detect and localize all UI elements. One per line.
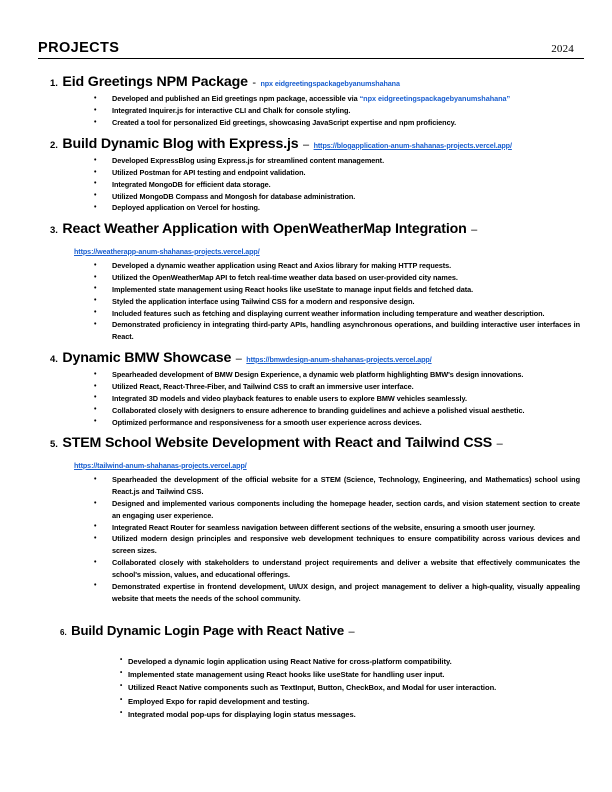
bullet-item: • Integrated Inquirer.js for interactive CLI and Chalk for console styling. [94,105,584,117]
project-title: Eid Greetings NPM Package [62,74,248,90]
project-entry [38,73,584,129]
bullet-item: • Collaborated closely with stakeholders to understand project requirements and deliver a website that effectively communicates the school's mission, values, and educational offerings. [94,557,584,581]
bullet-item: • Developed a dynamic login application using React Native for cross-platform compatibility. [120,655,584,668]
project-entry [38,622,584,721]
bullet-item: • Spearheaded development of BMW Design Experience, a dynamic web platform highlighting BMW's design innovations. [94,369,584,381]
project-bullet-list [38,369,584,428]
bullet-item: • Optimized performance and responsiveness for a smooth user experience across devices. [94,417,584,429]
bullet-item: • Demonstrated expertise in frontend development, UI/UX design, and project management to deliver a high-quality, visually appealing website that meets the needs of the school community. [94,581,584,605]
project-number: 6. [60,628,67,638]
bullet-item: • Spearheaded the development of the official website for a STEM (Science, Technology, Engineering, and Mathematics) school using React.js and Tailwind CSS. [94,474,584,498]
project-heading [38,220,584,238]
project-number: 2. [50,139,58,151]
bullet-item: • Utilized React, React-Three-Fiber, and Tailwind CSS to craft an immersive user interface. [94,381,584,393]
project-title-dash: – [235,352,242,365]
bullet-item: • Integrated 3D models and video playback features to enable users to explore BMW vehicles seamlessly. [94,393,584,405]
bullet-item: • Implemented state management using React hooks like useState for handling user input. [120,668,584,681]
project-link[interactable]: https://weatherapp-anum-shahanas-projects.vercel.app/ [74,246,260,256]
bullet-item: • Included features such as fetching and displaying current weather information including temperature and weather description. [94,308,584,320]
project-entry [38,349,584,428]
bullet-item: • Styled the application interface using Tailwind CSS for a modern and responsive design. [94,296,584,308]
bullet-item: • Integrated MongoDB for efficient data storage. [94,179,584,191]
projects-list [38,73,584,721]
project-number: 4. [50,353,58,365]
bullet-item: • Utilized MongoDB Compass and Mongosh for database administration. [94,191,584,203]
project-bullet-list [38,655,584,721]
project-link[interactable]: npx eidgreetingspackagebyanumshahana [260,79,400,88]
bullet-item: • Developed a dynamic weather application using React and Axios library for making HTTP requests. [94,260,584,272]
project-heading [38,135,584,153]
project-title-dash: – [303,138,310,151]
bullet-item: • Demonstrated proficiency in integrating third-party APIs, handling asynchronous operations, and building interactive user interfaces in React. [94,319,584,343]
project-heading [38,434,584,452]
bullet-item: • Developed ExpressBlog using Express.js for streamlined content management. [94,155,584,167]
project-link[interactable]: https://blogapplication-anum-shahanas-projects.vercel.app/ [313,140,512,150]
project-heading [38,349,584,367]
project-link-line [38,455,584,473]
header-year: 2024 [551,43,574,55]
project-bullet-list [38,155,584,214]
bullet-item: • Designed and implemented various components including the homepage header, section cards, and vision statement section to create an engaging user experience. [94,498,584,522]
bullet-item: • Utilized the OpenWeatherMap API to fetch real-time weather data based on user-provided city names. [94,272,584,284]
project-link-line [38,241,584,259]
project-bullet-list [38,93,584,128]
bullet-item: • Employed Expo for rapid development and testing. [120,695,584,708]
bullet-item: • Collaborated closely with designers to ensure adherence to branding guidelines and achieve a polished visual aesthetic. [94,405,584,417]
bullet-item: • Developed and published an Eid greetings npm package, accessible via “npx eidgreetingspackagebyanumshahana” [94,93,584,105]
project-number: 3. [50,225,58,237]
project-title: React Weather Application with OpenWeatherMap Integration [62,221,467,238]
bullet-item: • Deployed application on Vercel for hosting. [94,202,584,214]
project-heading [38,622,584,640]
bullet-item: • Utilized Postman for API testing and endpoint validation. [94,167,584,179]
project-number: 1. [50,78,58,89]
bullet-item: • Utilized modern design principles and responsive web development techniques to ensure compatibility across various devices and screen sizes. [94,533,584,557]
project-entry [38,434,584,604]
project-title: Dynamic BMW Showcase [62,349,232,366]
bullet-item: • Created a tool for personalized Eid greetings, showcasing JavaScript expertise and npm proficiency. [94,117,584,129]
project-title-dash: – [348,626,355,639]
project-title-dash: - [252,77,256,89]
bullet-item: • Integrated React Router for seamless navigation between different sections of the website, ensuring a smooth user journey. [94,522,584,534]
section-header [38,40,584,59]
project-link[interactable]: https://tailwind-anum-shahanas-projects.vercel.app/ [74,460,247,470]
bullet-item: • Utilized React Native components such as TextInput, Button, CheckBox, and Modal for user interaction. [120,681,584,694]
bullet-item: • Implemented state management using React hooks like useState to manage input fields and fetched data. [94,284,584,296]
project-title: STEM School Website Development with React and Tailwind CSS [62,435,493,452]
project-title: Build Dynamic Blog with Express.js [62,135,299,152]
project-number: 5. [50,439,58,451]
project-link[interactable]: https://bmwdesign-anum-shahanas-projects.vercel.app/ [246,354,432,364]
project-title: Build Dynamic Login Page with React Native [71,623,345,639]
project-entry [38,135,584,214]
page-title: PROJECTS [38,40,120,56]
project-bullet-list [38,260,584,343]
project-entry [38,220,584,343]
inline-npm-command: “npx eidgreetingspackagebyanumshahana” [359,94,511,104]
bullet-item: • Integrated modal pop-ups for displaying login status messages. [120,708,584,721]
project-bullet-list [38,474,584,604]
project-title-dash: – [496,438,503,451]
project-title-dash: – [471,224,478,237]
project-heading [38,73,584,91]
